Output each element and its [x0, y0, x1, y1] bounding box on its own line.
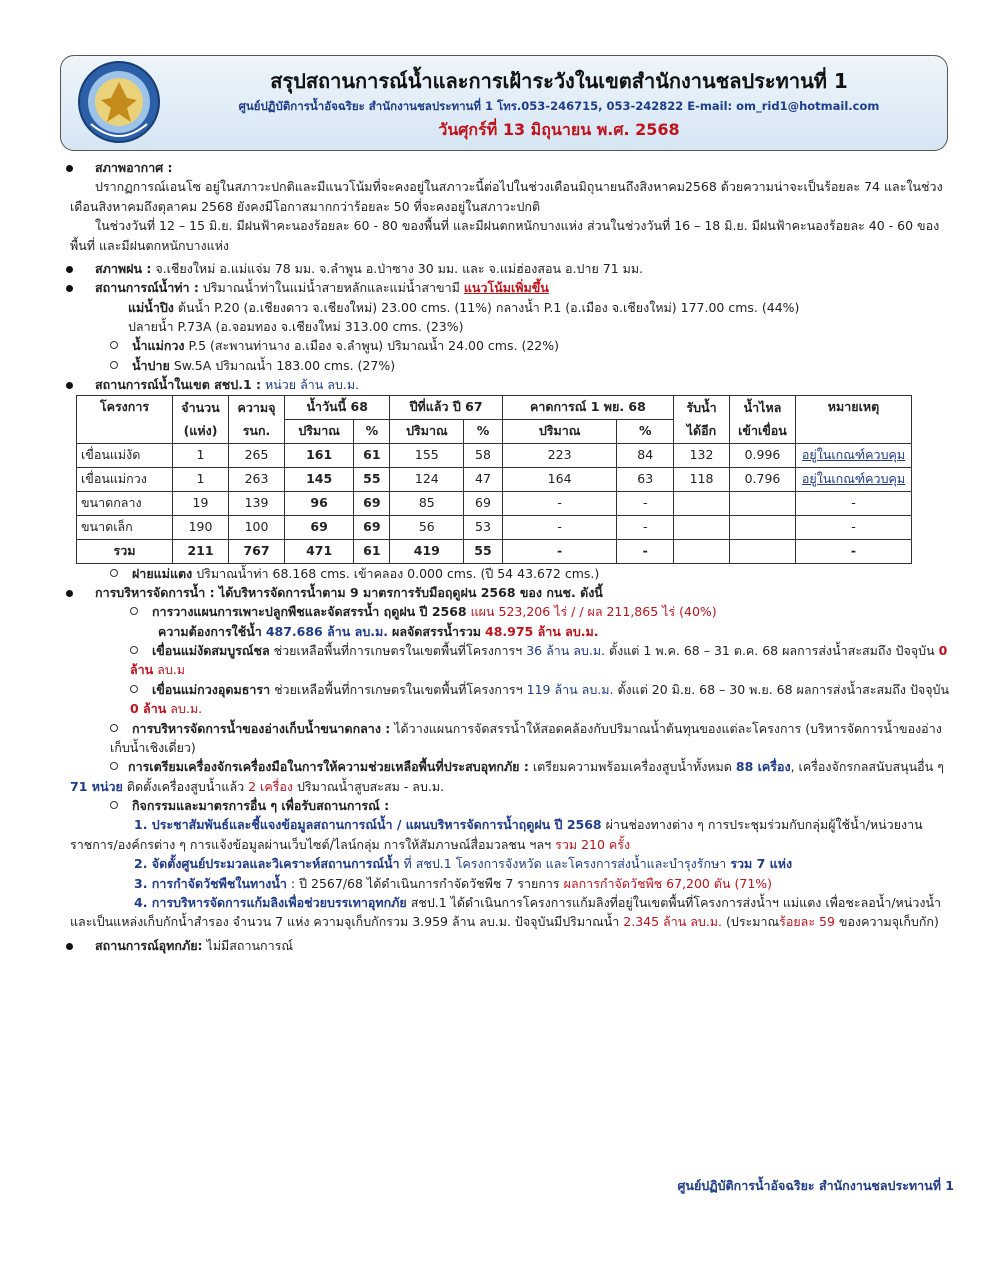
table-cell: 69: [464, 491, 503, 515]
kuang-block: [70, 680, 960, 719]
table-cell: -: [502, 515, 617, 539]
table-row: [77, 515, 912, 539]
bullet-icon: [66, 590, 73, 597]
table-row: [77, 443, 912, 467]
runoff-intro: ปริมาณน้ำท่าในแม่น้ำสายหลักและแม่น้ำสาขามี: [202, 280, 460, 296]
rain-text: จ.เชียงใหม่ อ.แม่แจ่ม 78 มม. จ.ลำพูน อ.ป่าซาง 30 มม. และ จ.แม่ฮ่องสอน อ.ปาย 71 มม.: [155, 260, 644, 276]
activity-heading-line: [70, 796, 960, 815]
machine-text-3: ติดตั้งเครื่องสูบน้ำแล้ว: [126, 778, 245, 794]
table-cell: 419: [390, 539, 464, 563]
rain-section: [70, 259, 960, 278]
table-cell: 69: [354, 491, 390, 515]
table-header-row: [77, 419, 912, 443]
table-cell: 265: [229, 443, 285, 467]
medium-block: [70, 719, 960, 758]
table-cell: 69: [285, 515, 354, 539]
activity-4-label: 4. การบริหารจัดการแก้มลิงเพื่อช่วยบรรเทาอุทกภัย: [134, 894, 407, 910]
circle-bullet-icon: [110, 361, 118, 369]
table-cell: 132: [674, 443, 730, 467]
table-cell: 55: [464, 539, 503, 563]
header-cell: %: [617, 419, 674, 443]
report-title: สรุปสถานการณ์น้ำและการเฝ้าระวังในเขตสำนักงานชลประทานที่ 1: [270, 69, 848, 93]
ngat-unit: ลบ.ม: [157, 662, 186, 678]
weather-paragraph-2: ในช่วงวันที่ 12 – 15 มิ.ย. มีฝนฟ้าคะนองร้อยละ 60 - 80 ของพื้นที่ และมีฝนตกหนักบางแห่ง ส่วนในช่วงวันที่ 16 – 18 มิ.ย. มีฝนฟ้าคะนองร้อยละ 40 - 60 ของพื้นที่ และมีฝนตกหนักบางแห่ง: [70, 218, 940, 253]
circle-bullet-icon: [130, 607, 138, 615]
maekuang-line: [70, 336, 960, 355]
bullet-icon: [66, 165, 73, 172]
flood-heading: สถานการณ์อุทกภัย:: [95, 937, 203, 953]
circle-bullet-icon: [110, 801, 118, 809]
ngat-text-2: ตั้งแต่ 1 พ.ค. 68 – 31 ต.ค. 68 ผลการส่งน้ำสะสมถึง ปัจจุบัน: [609, 643, 935, 658]
activity-1-total: รวม 210 ครั้ง: [555, 836, 631, 852]
maetaeng-line: [70, 564, 960, 583]
header-cell: ปริมาณ: [285, 419, 354, 443]
reservoir-heading: สถานการณ์น้ำในเขต สชป.1 :: [95, 377, 262, 393]
table-cell: -: [796, 539, 912, 563]
medium-text: ได้วางแผนการจัดสรรน้ำให้สอดคล้องกับปริมาณน้ำต้นทุนของแต่ละโครงการ (บริหารจัดการน้ำของอ่างเก็บน้ำเชิงเดี่ยว): [110, 720, 942, 755]
activity-4-text-3: ของความจุเก็บกัก): [838, 914, 939, 930]
table-cell: 190: [173, 515, 229, 539]
table-cell: 0.796: [730, 467, 796, 491]
activity-3-text: : ปี 2567/68 ได้ดำเนินการกำจัดวัชพืช 7 รายการ: [290, 875, 560, 891]
table-cell: 164: [502, 467, 617, 491]
management-heading: การบริหารจัดการน้ำ : ได้บริหารจัดการน้ำตาม 9 มาตรการรับมือฤดูฝน 2568 ของ กนช. ดังนี้: [95, 584, 603, 600]
table-cell: 69: [354, 515, 390, 539]
table-cell: [674, 539, 730, 563]
header-cell: %: [354, 419, 390, 443]
circle-bullet-icon: [110, 724, 118, 732]
col-count: จำนวน: [173, 395, 229, 419]
activity-2-label: 2. จัดตั้งศูนย์ประมวลและวิเคราะห์สถานการณ์น้ำ: [134, 856, 400, 872]
table-cell: 96: [285, 491, 354, 515]
table-cell: 53: [464, 515, 503, 539]
bullet-icon: [66, 382, 73, 389]
table-cell: เขื่อนแม่งัด: [77, 443, 173, 467]
reservoir-section: [70, 375, 960, 394]
table-cell: -: [796, 515, 912, 539]
table-cell: -: [796, 491, 912, 515]
flood-section: [70, 936, 960, 955]
kuang-amount: 119 ล้าน ลบ.ม.: [526, 681, 614, 697]
kuang-label: เขื่อนแม่กวงอุดมธารา: [151, 681, 271, 697]
pai-line: [70, 356, 960, 375]
col-capacity: ความจุ: [229, 395, 285, 419]
bullet-icon: [66, 285, 73, 292]
table-cell: 58: [464, 443, 503, 467]
report-contact: ศูนย์ปฏิบัติการน้ำอัจฉริยะ สำนักงานชลประทานที่ 1 โทร.053-246715, 053-242822 E-mail: om_rid1@hotmail.com: [238, 99, 880, 113]
rid-logo-icon: [77, 58, 161, 146]
col-project: โครงการ: [77, 395, 173, 443]
table-cell: 223: [502, 443, 617, 467]
table-cell: 1: [173, 443, 229, 467]
kuang-unit: ลบ.ม.: [170, 701, 203, 717]
activity-4: [70, 893, 960, 932]
flood-text: ไม่มีสถานการณ์: [206, 937, 293, 953]
table-cell-remark: อยู่ในเกณฑ์ควบคุม: [796, 467, 912, 491]
activity-3-result: ผลการกำจัดวัชพืช 67,200 ตัน (71%): [563, 875, 773, 891]
header-cell: ปริมาณ: [502, 419, 617, 443]
circle-bullet-icon: [130, 646, 138, 654]
col-inflow: น้ำไหล: [730, 395, 796, 419]
machine-pumps: 88 เครื่อง: [735, 759, 791, 775]
activity-3-label: 3. การกำจัดวัชพืชในทางน้ำ: [134, 875, 287, 891]
report-body: [70, 158, 960, 955]
machine-label: การเตรียมเครื่องจักรเครื่องมือในการให้ความช่วยเหลือพื้นที่ประสบอุทกภัย :: [128, 759, 529, 775]
weather-heading: สภาพอากาศ :: [95, 160, 173, 175]
plan-line: [70, 602, 960, 621]
table-cell: [730, 539, 796, 563]
header-cell: %: [464, 419, 503, 443]
weather-paragraph-1: ปรากฏการณ์เอนโซ อยู่ในสภาวะปกติและมีแนวโน้มที่จะคงอยู่ในสภาวะนี้ต่อไปในช่วงเดือนมิถุนายนถึงสิงหาคม2568 ด้วยความน่าจะเป็นร้อยละ 74 และในช่วงเดือนสิงหาคมถึงตุลาคม 2568 ยังคงมีโอกาสมากกว่าร้อยละ 50 ที่จะคงอยู่ในสภาวะปกติ: [70, 179, 943, 214]
medium-label: การบริหารจัดการน้ำของอ่างเก็บน้ำขนาดกลาง :: [131, 720, 391, 736]
table-cell: [674, 515, 730, 539]
table-cell: 767: [229, 539, 285, 563]
table-cell: 55: [354, 467, 390, 491]
circle-bullet-icon: [110, 762, 118, 770]
circle-bullet-icon: [110, 569, 118, 577]
activity-4-text-1: สชป.1 ได้ดำเนินการโครงการแก้มลิงที่อยู่ในเขตพื้นที่โครงการส่งน้ำฯ แม่แตง เพื่อชะลอน้ำ/หน่วงน้ำ และเป็นแหล่งเก็บกักน้ำสำรอง จำนวน 7 แห่ง ความจุเก็บกักรวม 3.959 ล้าน ลบ.ม. ปัจจุบันมีปริมาณน้ำ: [70, 894, 942, 930]
table-cell: -: [617, 539, 674, 563]
report-header: [60, 55, 948, 151]
runoff-heading: สถานการณ์น้ำท่า :: [95, 280, 199, 296]
ngat-result: 0 ล้าน: [130, 643, 948, 678]
table-cell: [674, 491, 730, 515]
activity-1: [70, 815, 960, 854]
demand-label: ความต้องการใช้น้ำ: [158, 623, 262, 639]
table-cell: 161: [285, 443, 354, 467]
table-cell: -: [617, 491, 674, 515]
table-cell: 471: [285, 539, 354, 563]
table-cell: -: [502, 539, 617, 563]
rain-heading: สภาพฝน :: [95, 260, 152, 276]
activity-1-label: 1. ประชาสัมพันธ์และชี้แจงข้อมูลสถานการณ์น้ำ / แผนบริหารจัดการน้ำฤดูฝน ปี 2568: [134, 817, 602, 833]
circle-bullet-icon: [130, 685, 138, 693]
table-cell: 56: [390, 515, 464, 539]
activity-2: [70, 854, 960, 873]
table-cell: 1: [173, 467, 229, 491]
table-cell: -: [502, 491, 617, 515]
table-header-row: [77, 395, 912, 419]
header-cell: รนก.: [229, 419, 285, 443]
alloc-value: 48.975 ล้าน ลบ.ม.: [485, 623, 599, 639]
table-cell: 85: [390, 491, 464, 515]
table-cell: 118: [674, 467, 730, 491]
table-cell: 155: [390, 443, 464, 467]
table-cell: 263: [229, 467, 285, 491]
header-cell: ได้อีก: [674, 419, 730, 443]
activity-4-pct: ร้อยละ 59: [779, 914, 835, 930]
header-cell: (แห่ง): [173, 419, 229, 443]
kuang-text-2: ตั้งแต่ 20 มิ.ย. 68 – 30 พ.ย. 68 ผลการส่งน้ำสะสมถึง ปัจจุบัน: [617, 681, 950, 697]
ping-text-2: ปลายน้ำ P.73A (อ.จอมทอง จ.เชียงใหม่ 313.00 cms. (23%): [128, 319, 464, 334]
plan-text: แผน 523,206 ไร่ / / ผล 211,865 ไร่ (40%): [470, 604, 717, 620]
table-cell-remark: อยู่ในเกณฑ์ควบคุม: [796, 443, 912, 467]
table-cell: 63: [617, 467, 674, 491]
table-cell: 145: [285, 467, 354, 491]
bullet-icon: [66, 266, 73, 273]
col-receivable: รับน้ำ: [674, 395, 730, 419]
activity-3: [70, 874, 960, 893]
ngat-text-1: ช่วยเหลือพื้นที่การเกษตรในเขตพื้นที่โครงการฯ: [273, 643, 523, 658]
management-section: [70, 583, 960, 602]
kuang-result: 0 ล้าน: [130, 701, 167, 717]
header-cell: ปริมาณ: [390, 419, 464, 443]
col-remark: หมายเหตุ: [796, 395, 912, 443]
activity-2-text: ที่ สชป.1 โครงการจังหวัด และโครงการส่งน้ำและบำรุงรักษา: [403, 856, 727, 872]
header-cell: เข้าเขื่อน: [730, 419, 796, 443]
activity-heading: กิจกรรมและมาตรการอื่น ๆ เพื่อรับสถานการณ์ :: [131, 798, 390, 813]
table-cell: 19: [173, 491, 229, 515]
table-row: [77, 491, 912, 515]
plan-label: การวางแผนการเพาะปลูกพืชและจัดสรรน้ำ ฤดูฝน ปี 2568: [151, 604, 467, 620]
demand-value: 487.686 ล้าน ลบ.ม.: [265, 623, 389, 639]
ngat-label: เขื่อนแม่งัดสมบูรณ์ชล: [151, 643, 270, 658]
table-cell: 61: [354, 443, 390, 467]
pai-label: น้ำปาย: [131, 357, 170, 373]
col-today: น้ำวันนี้ 68: [285, 395, 390, 419]
table-row: [77, 467, 912, 491]
activity-4-amount: 2.345 ล้าน ลบ.ม.: [623, 914, 723, 930]
table-cell: 211: [173, 539, 229, 563]
col-last-year: ปีที่แล้ว ปี 67: [390, 395, 502, 419]
table-cell: ขนาดกลาง: [77, 491, 173, 515]
maekuang-text: P.5 (สะพานท่านาง อ.เมือง จ.ลำพูน) ปริมาณน้ำ 24.00 cms. (22%): [188, 338, 559, 354]
machine-installed: 2 เครื่อง: [248, 778, 294, 794]
maetaeng-label: ฝายแม่แตง: [131, 565, 193, 581]
weather-section: [70, 158, 960, 177]
runoff-section: [70, 278, 960, 297]
table-cell: 124: [390, 467, 464, 491]
bullet-icon: [66, 943, 73, 950]
table-cell: ขนาดเล็ก: [77, 515, 173, 539]
machine-block: [70, 757, 960, 796]
maetaeng-text: ปริมาณน้ำท่า 68.168 cms. เข้าคลอง 0.000 cms. (ปี 54 43.672 cms.): [196, 565, 600, 581]
table-cell: 47: [464, 467, 503, 491]
table-cell: 139: [229, 491, 285, 515]
kuang-text-1: ช่วยเหลือพื้นที่การเกษตรในเขตพื้นที่โครงการฯ: [274, 681, 523, 697]
pai-text: Sw.5A ปริมาณน้ำ 183.00 cms. (27%): [173, 357, 396, 373]
runoff-trend: แนวโน้มเพิ่มขึ้น: [463, 280, 549, 296]
ping-label: แม่น้ำปิง: [128, 299, 174, 315]
machine-text-2: , เครื่องจักรกลสนับสนุนอื่น ๆ: [790, 759, 944, 775]
footer-signature: ศูนย์ปฏิบัติการน้ำอัจฉริยะ สำนักงานชลประทานที่ 1: [677, 1178, 954, 1193]
ping-line: [70, 298, 960, 317]
activity-2-total: รวม 7 แห่ง: [730, 856, 793, 872]
table-cell: รวม: [77, 539, 173, 563]
table-cell: 100: [229, 515, 285, 539]
alloc-label: ผลจัดสรรน้ำรวม: [392, 623, 482, 639]
activity-1-text: ผ่านช่องทางต่าง ๆ การประชุมร่วมกับกลุ่มผู้ใช้น้ำ/หน่วยงานราชการ/องค์กรต่าง ๆ การแจ้งข้อมูลผ่านเว็บไซต์/ไลน์กลุ่ม การให้สัมภาษณ์สื่อมวลชน ฯลฯ: [70, 817, 923, 852]
demand-line: [70, 622, 960, 641]
table-cell: เขื่อนแม่กวง: [77, 467, 173, 491]
maekuang-label: น้ำแม่กวง: [131, 338, 185, 354]
reservoir-table: [76, 395, 912, 564]
table-cell: 61: [354, 539, 390, 563]
activity-4-text-2: (ประมาณ: [726, 914, 780, 930]
table-cell: [730, 491, 796, 515]
ping-text: ต้นน้ำ P.20 (อ.เชียงดาว จ.เชียงใหม่) 23.00 cms. (11%) กลางน้ำ P.1 (อ.เมือง จ.เชียงใหม่) 177.00 cms. (44%): [177, 299, 800, 315]
col-forecast: คาดการณ์ 1 พย. 68: [502, 395, 673, 419]
machine-units: 71 หน่วย: [70, 778, 123, 794]
ngat-amount: 36 ล้าน ลบ.ม.: [526, 643, 606, 658]
table-cell: [730, 515, 796, 539]
table-cell: 84: [617, 443, 674, 467]
table-total-row: [77, 539, 912, 563]
circle-bullet-icon: [110, 341, 118, 349]
table-cell: -: [617, 515, 674, 539]
table-cell: 0.996: [730, 443, 796, 467]
machine-text-4: ปริมาณน้ำสูบสะสม - ลบ.ม.: [297, 778, 445, 794]
ngat-block: [70, 641, 960, 680]
machine-text-1: เตรียมความพร้อมเครื่องสูบน้ำทั้งหมด: [532, 759, 732, 775]
report-date: วันศุกร์ที่ 13 มิถุนายน พ.ศ. 2568: [438, 120, 680, 139]
reservoir-unit: หน่วย ล้าน ลบ.ม.: [265, 377, 360, 393]
